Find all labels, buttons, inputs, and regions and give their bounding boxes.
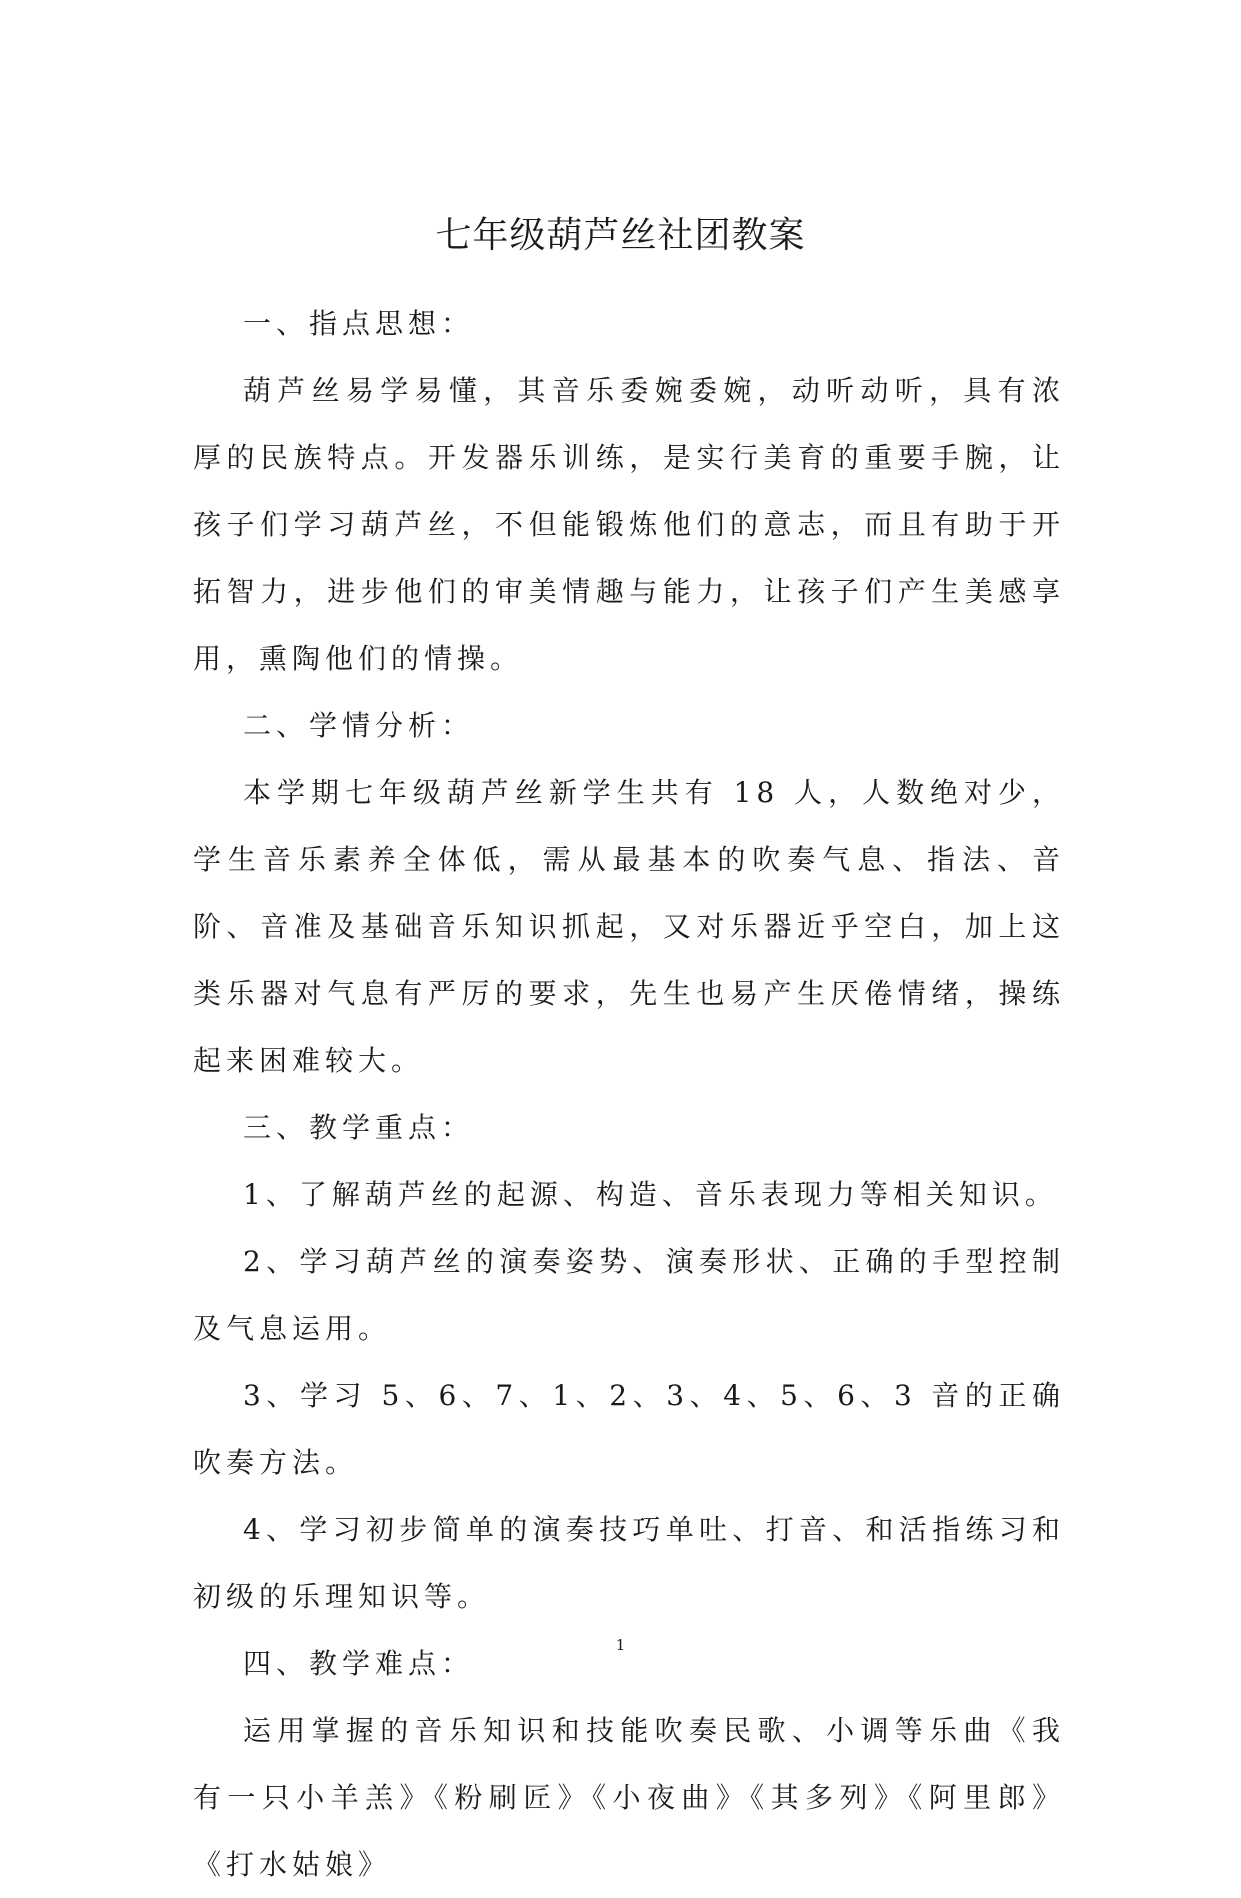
page-number: 1 xyxy=(615,1636,626,1654)
paragraph-guiding-ideology: 葫芦丝易学易懂，其音乐委婉委婉，动听动听，具有浓厚的民族特点。开发器乐训练，是实行美育的重要手腕，让孩子们学习葫芦丝，不但能锻炼他们的意志，而且有助于开拓智力，进步他们的审美情趣与能力，让孩子们产生美感享用，熏陶他们的情操。 xyxy=(193,374,1065,675)
paragraph-student-analysis: 本学期七年级葫芦丝新学生共有 18 人，人数绝对少，学生音乐素养全体低，需从最基本的吹奏气息、指法、音阶、音准及基础音乐知识抓起，又对乐器近乎空白，加上这类乐器对气息有严厉的要求，先生也易产生厌倦情绪，操练起来困难较大。 xyxy=(193,776,1065,1077)
teaching-focus-item-2: 2、学习葫芦丝的演奏姿势、演奏形状、正确的手型控制及气息运用。 xyxy=(193,1245,1065,1345)
teaching-focus-item-1: 1、了解葫芦丝的起源、构造、音乐表现力等相关知识。 xyxy=(243,1178,1058,1211)
section-heading-student-analysis: 二、学情分析： xyxy=(243,709,475,742)
teaching-focus-item-3: 3、学习 5、6、7、1、2、3、4、5、6、3 音的正确吹奏方法。 xyxy=(193,1379,1065,1479)
paragraph-teaching-difficulty: 运用掌握的音乐知识和技能吹奏民歌、小调等乐曲《我有一只小羊羔》《粉刷匠》《小夜曲》《其多列》《阿里郎》《打水姑娘》 xyxy=(193,1714,1065,1881)
document-body xyxy=(193,290,1065,1898)
section-heading-guiding-ideology: 一、指点思想： xyxy=(243,307,475,340)
teaching-focus-item-4: 4、学习初步简单的演奏技巧单吐、打音、和活指练习和初级的乐理知识等。 xyxy=(193,1513,1065,1613)
section-heading-teaching-focus: 三、教学重点： xyxy=(243,1111,475,1144)
section-heading-teaching-difficulty: 四、教学难点： xyxy=(243,1647,475,1680)
document-title: 七年级葫芦丝社团教案 xyxy=(435,215,806,256)
